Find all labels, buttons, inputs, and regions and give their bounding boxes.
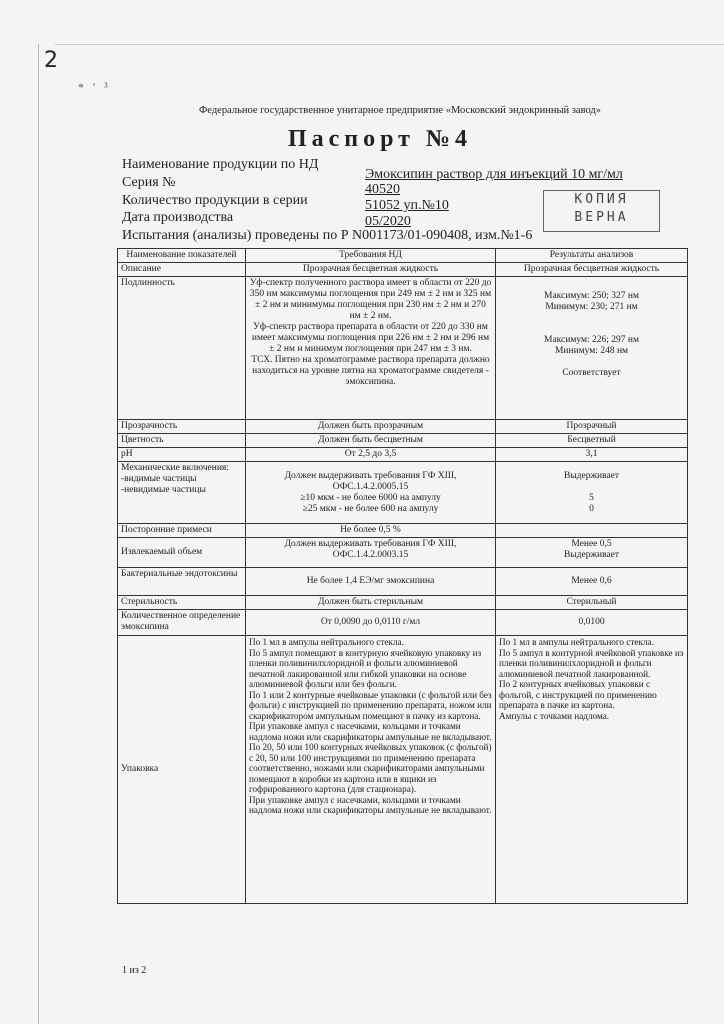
document-title: Паспорт №4 (287, 126, 473, 152)
analysis-table (117, 248, 688, 904)
row-requirement: Должен выдерживать требования ГФ XIII, ОФС.1.4.2.0003.15 (246, 538, 496, 568)
table-row (118, 636, 688, 904)
row-requirement: Не более 0,5 % (246, 524, 496, 538)
header-cell: Результаты анализов (496, 249, 688, 263)
table-row (118, 420, 688, 434)
info-label-product: Наименование продукции по НД (122, 157, 319, 172)
row-result: Выдерживает 5 0 (496, 462, 688, 524)
info-value-product: Эмоксипин раствор для инъекций 10 мг/мл (365, 167, 623, 182)
row-requirement: Должен быть стерильным (246, 596, 496, 610)
info-label-quantity: Количество продукции в серии (122, 193, 308, 208)
row-result: Прозрачный (496, 420, 688, 434)
row-requirement: Прозрачная бесцветная жидкость (246, 263, 496, 277)
row-result: Менее 0,6 (496, 568, 688, 596)
row-result: Максимум: 250; 327 нм Минимум: 230; 271 нм Максимум: 226; 297 нм Минимум: 248 нм Соответствует (496, 277, 688, 420)
table-row (118, 538, 688, 568)
row-result: Стерильный (496, 596, 688, 610)
table-header-row (118, 249, 688, 263)
table-row (118, 568, 688, 596)
row-result: Менее 0,5 Выдерживает (496, 538, 688, 568)
row-requirement: Не более 1,4 ЕЭ/мг эмоксипина (246, 568, 496, 596)
table-row (118, 610, 688, 636)
row-requirement: Должен быть прозрачным (246, 420, 496, 434)
row-name: Механические включения: -видимые частицы -невидимые частицы (118, 462, 246, 524)
row-name: Упаковка (118, 636, 246, 904)
info-label-series: Серия № (122, 175, 176, 190)
row-requirement: От 2,5 до 3,5 (246, 448, 496, 462)
info-value-date: 05/2020 (365, 214, 411, 229)
row-name: Бактериальные эндотоксины (118, 568, 246, 596)
row-name: Стерильность (118, 596, 246, 610)
table-row (118, 596, 688, 610)
row-result (496, 524, 688, 538)
scan-edge-line (38, 44, 39, 1024)
row-requirement: Уф-спектр полученного раствора имеет в области от 220 до 350 нм максимумы поглощения при 249 нм ± 2 нм и 325 нм ± 2 нм и минимумы поглощения при 230 нм ± 2 нм и 270 нм ± 2 нм. Уф-спектр раствора препарата в области от 220 до 330 нм имеет максимумы поглощения при 226 нм ± 2 нм и 296 нм ± 2 нм и минимум поглощения при 247 нм ± 3 нм. ТСХ. Пятно на хроматограмме раствора препарата должно находиться на уровне пятна на хроматограмме свидетеля - эмоксипина. (246, 277, 496, 420)
page-number: 2 (44, 48, 58, 73)
row-result: 3,1 (496, 448, 688, 462)
row-name: Прозрачность (118, 420, 246, 434)
row-result: Прозрачная бесцветная жидкость (496, 263, 688, 277)
row-name: Извлекаемый объем (118, 538, 246, 568)
header-cell: Требования НД (246, 249, 496, 263)
page-footer: 1 из 2 (122, 965, 147, 976)
info-value-quantity: 51052 уп.№10 (365, 198, 449, 213)
header-cell: Наименование показателей (118, 249, 246, 263)
table-row (118, 434, 688, 448)
row-result: По 1 мл в ампулы нейтрального стекла. По 5 ампул в контурной ячейковой упаковке из пленки поливинилхлоридной и фольги алюминиевой печатной лакированной. По 2 контурных ячейковых упаковки с фольгой, с инструкцией по применению препарата в пачке из картона. Ампулы с точками надлома. (496, 636, 688, 904)
info-value-series: 40520 (365, 182, 400, 197)
scan-top-line (55, 44, 724, 45)
row-name: Описание (118, 263, 246, 277)
row-result: Бесцветный (496, 434, 688, 448)
stamp-line-1: КОПИЯ (574, 192, 629, 207)
row-name: Цветность (118, 434, 246, 448)
row-name: Подлинность (118, 277, 246, 420)
corner-marks: * ' ³ (78, 80, 111, 94)
table-row (118, 524, 688, 538)
row-requirement: От 0,0090 до 0,0110 г/мл (246, 610, 496, 636)
table-row (118, 448, 688, 462)
row-requirement: Должен быть бесцветным (246, 434, 496, 448)
row-name: pH (118, 448, 246, 462)
row-name: Количественное определение эмоксипина (118, 610, 246, 636)
table-row (118, 277, 688, 420)
row-requirement: По 1 мл в ампулы нейтрального стекла. По 5 ампул помещают в контурную ячейковую упаковку из пленки поливинилхлоридной и фольги алюминиевой печатной лакированной или гибкой упаковки на основе алюминиевой фольги или без фольги. По 1 или 2 контурные ячейковые упаковки (с фольгой или без фольги) с инструкцией по применению препарата, ножом или скарификатором ампульным помещают в пачку из картона. При упаковке ампул с насечками, кольцами и точками надлома ножи или скарификаторы ампульные не вкладывают. По 20, 50 или 100 контурных ячейковых упаковок (с фольгой) с 20, 50 или 100 инструкциями по применению препарата соответственно, ножами или скарификаторами ампульными помещают в коробки из картона или в ящики из гофрированного картона (для стационара). При упаковке ампул с насечками, кольцами и точками надлома ножи или скарификаторы ампульные не вкладывают. (246, 636, 496, 904)
stamp-line-2: ВЕРНА (574, 210, 629, 225)
tests-line: Испытания (анализы) проведены по Р N001173/01-090408, изм.№1-6 (122, 228, 533, 243)
organization-name: Федеральное государственное унитарное предприятие «Московский эндокринный завод» (199, 105, 601, 116)
copy-verified-stamp (543, 190, 660, 232)
table-row (118, 462, 688, 524)
table-row (118, 263, 688, 277)
row-requirement: Должен выдерживать требования ГФ XIII, ОФС.1.4.2.0005.15 ≥10 мкм - не более 6000 на ампулу ≥25 мкм - не более 600 на ампулу (246, 462, 496, 524)
row-name: Посторонние примеси (118, 524, 246, 538)
info-label-date: Дата производства (122, 210, 234, 225)
row-result: 0,0100 (496, 610, 688, 636)
